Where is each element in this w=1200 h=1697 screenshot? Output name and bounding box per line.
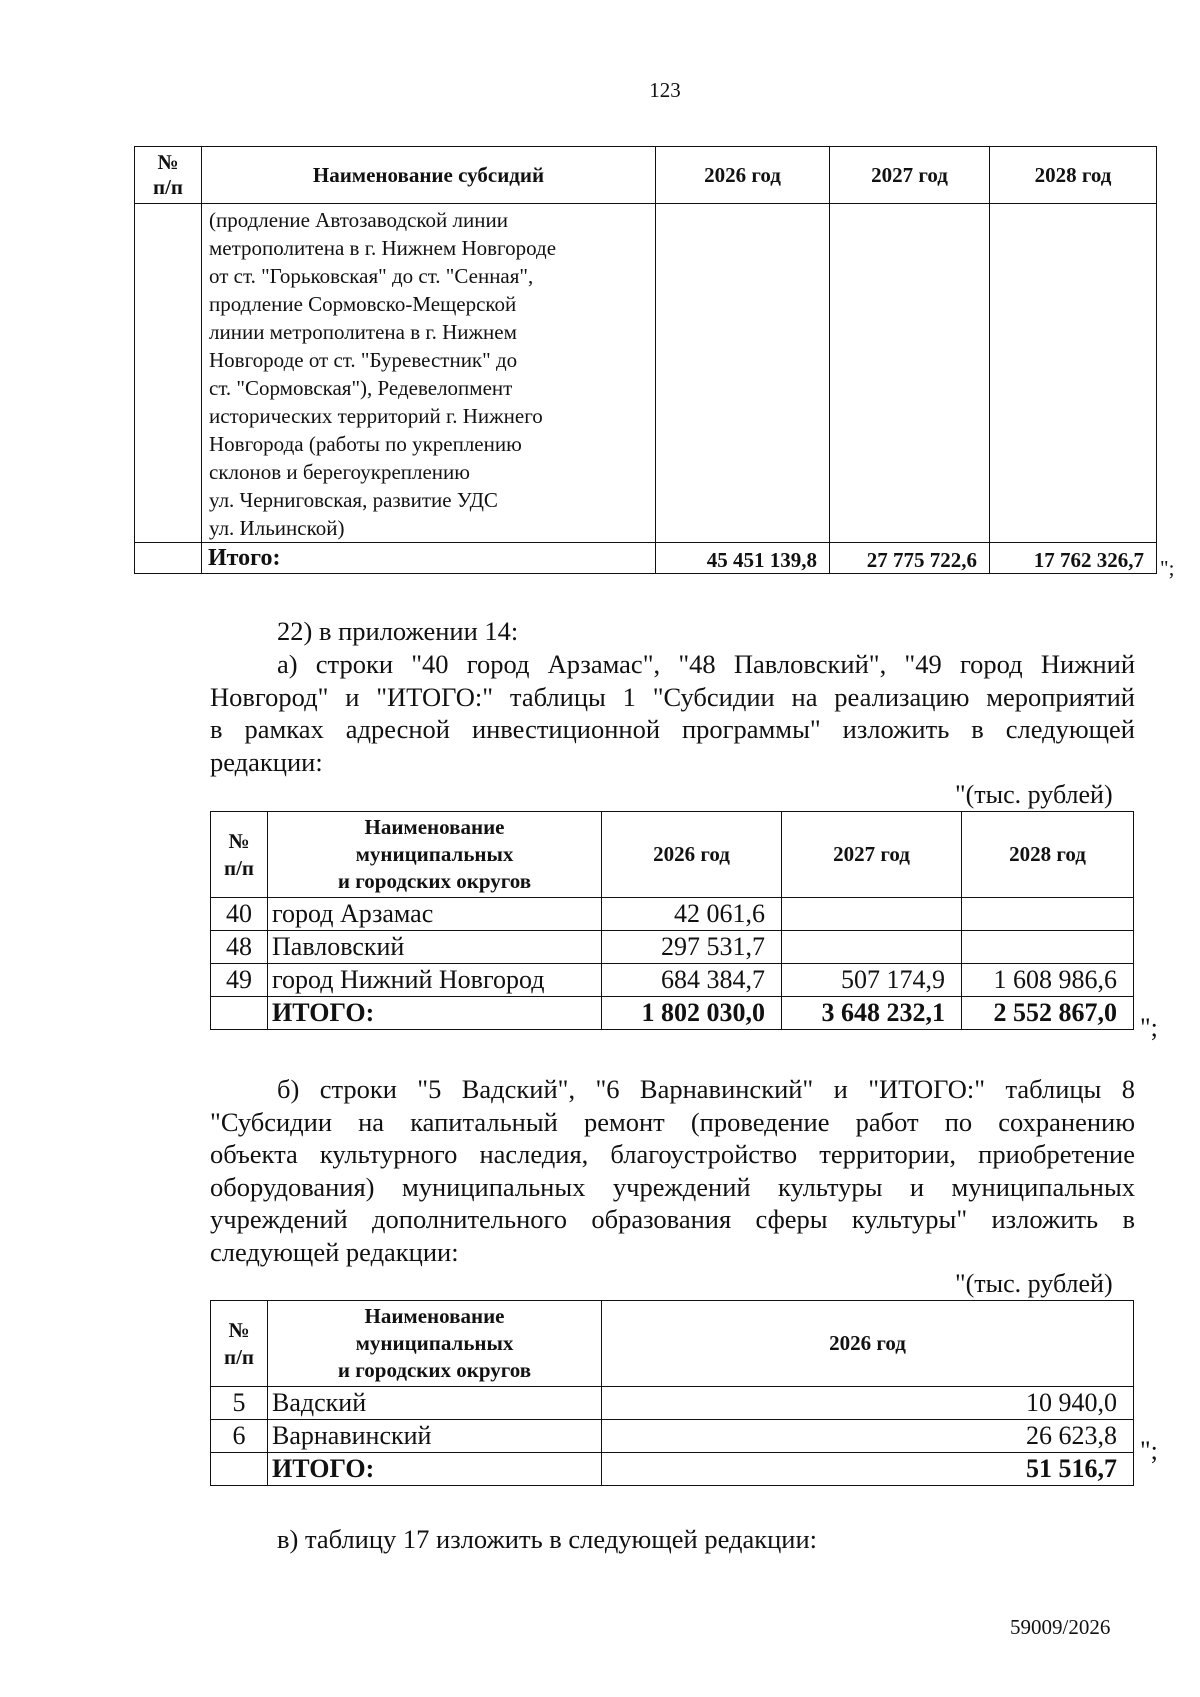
total-2028: 17 762 326,7 — [990, 543, 1157, 574]
investment-program-table — [210, 811, 1134, 1030]
section-heading: 22) в приложении 14: — [277, 616, 519, 646]
header-subsidy-name: Наименование субсидий — [202, 147, 656, 204]
header-number: № п/п — [211, 1301, 268, 1387]
total-label: ИТОГО: — [268, 1453, 602, 1486]
closing-quote: "; — [1140, 1013, 1158, 1042]
culture-repair-table — [210, 1300, 1134, 1486]
header-2027: 2027 год — [830, 147, 990, 204]
table-row: 49 город Нижний Новгород 684 384,7 507 174,9 1 608 986,6 — [211, 964, 1134, 997]
subsidy-description: (продление Автозаводской линии метрополитена в г. Нижнем Новгороде от ст. "Горьковская" до ст. "Сенная", продление Сормовско-Мещерской линии метрополитена в г. Нижнем Новгороде от ст. "Буревестник" до ст. "Сормовская"), Редевелопмент исторических территорий г. Нижнего Новгорода (работы по укреплению склонов и берегоукреплению ул. Черниговская, развитие УДС ул. Ильинской) — [202, 204, 656, 543]
table-row: 5 Вадский 10 940,0 — [211, 1387, 1134, 1420]
table-row — [135, 204, 1157, 543]
table-row: 48 Павловский 297 531,7 — [211, 931, 1134, 964]
paragraph-v: в) таблицу 17 изложить в следующей редакции: — [277, 1524, 818, 1554]
table-header-row — [211, 1301, 1134, 1387]
total-label: ИТОГО: — [268, 997, 602, 1030]
table-header-row — [135, 147, 1157, 204]
total-row — [135, 543, 1157, 574]
total-2026: 1 802 030,0 — [602, 997, 782, 1030]
paragraph-a: а) строки "40 город Арзамас", "48 Павловский", "49 город Нижний Новгород" и "ИТОГО:" таблицы 1 "Субсидии на реализацию мероприятий в рамках адресной инвестиционной программы" изложить в следующей редакции: — [210, 649, 1135, 777]
header-2028: 2028 год — [990, 147, 1157, 204]
header-number: № п/п — [135, 147, 202, 204]
paragraph-b: б) строки "5 Вадский", "6 Варнавинский" и "ИТОГО:" таблицы 8 "Субсидии на капитальный ремонт (проведение работ по сохранению объекта культурного наследия, благоустройство территории, приобретение оборудования) муниципальных учреждений культуры и муниципальных учреждений дополнительного образования сферы культуры" изложить в следующей редакции: — [210, 1074, 1135, 1267]
closing-quote: "; — [1140, 1436, 1158, 1465]
total-2026: 45 451 139,8 — [656, 543, 830, 574]
table-row: 6 Варнавинский 26 623,8 — [211, 1420, 1134, 1453]
unit-label: "(тыс. рублей) — [955, 1269, 1113, 1298]
table-header-row — [211, 812, 1134, 898]
closing-quote: "; — [1160, 556, 1175, 580]
total-row — [211, 997, 1134, 1030]
page-number: 123 — [649, 78, 681, 102]
unit-label: "(тыс. рублей) — [955, 780, 1113, 809]
header-2026: 2026 год — [656, 147, 830, 204]
subsidies-table-continuation — [134, 146, 1157, 574]
header-2028: 2028 год — [962, 812, 1134, 898]
header-2027: 2027 год — [782, 812, 962, 898]
total-row — [211, 1453, 1134, 1486]
total-2026: 51 516,7 — [602, 1453, 1134, 1486]
table-row: 40 город Арзамас 42 061,6 — [211, 898, 1134, 931]
header-2026: 2026 год — [602, 1301, 1134, 1387]
total-2027: 3 648 232,1 — [782, 997, 962, 1030]
total-2028: 2 552 867,0 — [962, 997, 1134, 1030]
header-municipality: Наименование муниципальных и городских округов — [268, 812, 602, 898]
total-2027: 27 775 722,6 — [830, 543, 990, 574]
header-number: № п/п — [211, 812, 268, 898]
header-2026: 2026 год — [602, 812, 782, 898]
header-municipality: Наименование муниципальных и городских округов — [268, 1301, 602, 1387]
total-label: Итого: — [202, 543, 656, 574]
document-code: 59009/2026 — [1010, 1615, 1111, 1639]
